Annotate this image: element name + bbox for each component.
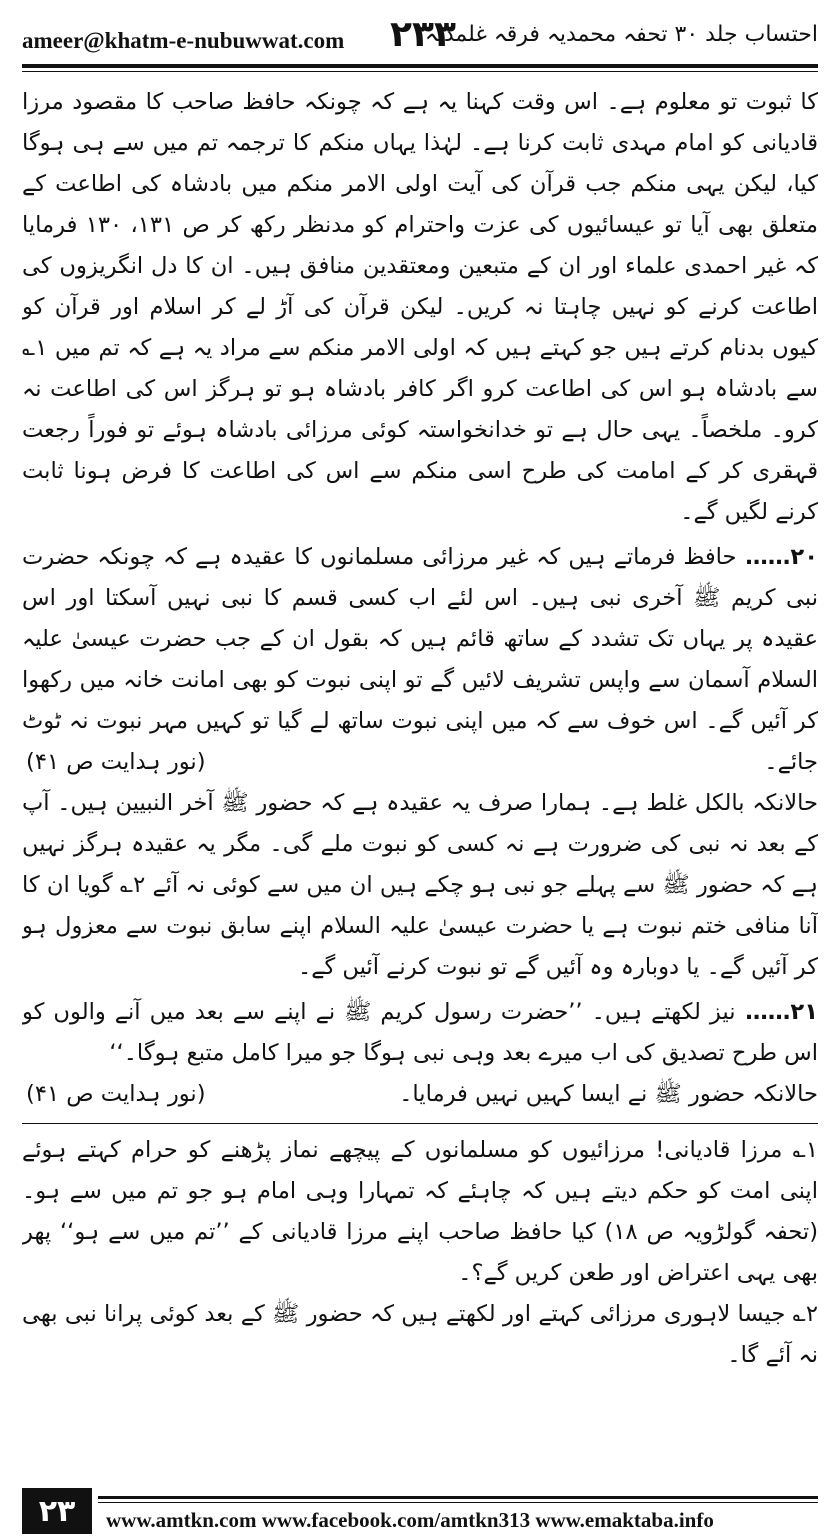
footer-rule-thick — [98, 1496, 818, 1499]
paragraph-20-text: حافظ فرماتے ہیں کہ غیر مرزائی مسلمانوں کا عقیدہ ہے کہ چونکہ حضرت نبی کریم ﷺ آخری نبی ہیں۔ اس لئے اب کسی قسم کا نبی نہیں آسکتا اور اس عقیدہ پر یہاں تک تشدد کے ساتھ قائم ہیں کہ بقول ان کے جب حضرت عیسیٰ علیہ السلام آسمان سے واپس تشریف لائیں گے تو اپنی نبوت کو بھی امانت خانہ میں رکھوا کر آئیں گے۔ اس خوف سے کہ میں اپنی نبوت ساتھ لے گیا تو کہیں مہر نبوت نہ ٹوٹ جائے۔ — [22, 544, 818, 775]
page-header — [22, 12, 818, 68]
item-number-20: ۲۰…… — [736, 544, 818, 570]
footer-website-links: www.amtkn.com www.facebook.com/amtkn313 www.emaktaba.info — [106, 1508, 714, 1532]
citation-2: (نور ہدایت ص ۴۱) — [26, 1081, 206, 1107]
footer-page-number: ۲۳ — [22, 1488, 92, 1534]
footnote-2: ۲؎ جیسا لاہوری مرزائی کہتے اور لکھتے ہیں کہ حضور ﷺ کے بعد کوئی پرانا نبی بھی نہ آئے گا۔ — [22, 1301, 818, 1368]
header-rule-thick — [22, 64, 818, 68]
header-page-number: ۲۳۳ — [390, 14, 456, 55]
citation-1: (نور ہدایت ص ۴۱) — [26, 749, 206, 775]
header-rule-thin — [22, 71, 818, 72]
footer-rule-thin — [98, 1502, 818, 1503]
paragraph-1: کا ثبوت تو معلوم ہے۔ اس وقت کہنا یہ ہے کہ چونکہ حافظ صاحب کا مقصود مرزا قادیانی کو امام مہدی ثابت کرنا ہے۔ لہٰذا یہاں منکم کا ترجمہ تم میں سے ہی ہوگا کیا، لیکن یہی منکم جب قرآن کی آیت اولی الامر منکم میں بادشاہ کی اطاعت کے متعلق بھی آیا تو عیسائیوں کی عزت واحترام کو مدنظر رکھ کر ص ۱۳۱، ۱۳۰ فرمایا کہ غیر احمدی علماء اور ان کے متبعین ومعتقدین منافق ہیں۔ ان کا دل انگریزوں کی اطاعت کرنے کو نہیں چاہتا نہ کریں۔ لیکن قرآن کی آڑ لے کر اسلام اور قرآن کو کیوں بدنام کرتے ہیں جو کہتے ہیں کہ اولی الامر منکم سے مراد یہ ہے کہ تم میں ۱؎ سے بادشاہ ہو اس کی اطاعت کرو اگر کافر بادشاہ ہو تو ہرگز اس کی اطاعت نہ کرو۔ ملخصاً۔ یہی حال ہے تو خدانخواستہ کوئی مرزائی بادشاہ ہوئے تو فوراً رجعت قہقری کر کے امامت کی طرح اسی منکم سے اس کی اطاعت کا فرض ہونا ثابت کرنے لگیں گے۔ — [22, 89, 818, 525]
header-email: ameer@khatm-e-nubuwwat.com — [22, 28, 345, 53]
page-body — [22, 82, 818, 1462]
item-number-21: ۲۱…… — [735, 999, 818, 1025]
paragraph-21-text: نیز لکھتے ہیں۔ ’’حضرت رسول کریم ﷺ نے اپنے سے بعد میں آنے والوں کو اس طرح تصدیق کی اب میرے بعد وہی نبی ہوگا جو میرا کامل متبع ہوگا۔‘‘ — [22, 999, 818, 1066]
paragraph-20 — [22, 537, 818, 783]
header-book-title: احتساب جلد ۳۰ تحفہ محمدیہ فرقہ غلمدیہ — [424, 22, 818, 47]
footnote-divider — [22, 1123, 818, 1124]
paragraph-3: حالانکہ بالکل غلط ہے۔ ہمارا صرف یہ عقیدہ ہے کہ حضور ﷺ آخر النبیین ہیں۔ آپ کے بعد نہ نبی کی ضرورت ہے نہ کسی کو نبوت ملے گی۔ مگر یہ عقیدہ ہرگز نہیں ہے کہ حضور ﷺ سے پہلے جو نبی ہو چکے ہیں ان میں سے کوئی نہ آئے ۲؎ گویا ان کا آنا منافی ختم نبوت ہے یا حضرت عیسیٰ علیہ السلام اپنے سابق نبوت سے معزول ہو کر آئیں گے۔ یا دوبارہ وہ آئیں گے تو نبوت کرنے آئیں گے۔ — [22, 790, 818, 980]
footnote-1: ۱؎ مرزا قادیانی! مرزائیوں کو مسلمانوں کے پیچھے نماز پڑھنے کو حرام کہتے ہوئے اپنی امت کو حکم دیتے ہیں کہ چاہئے کہ تمہارا وہی امام ہو جو تم میں سے ہو۔ (تحفہ گولڑویہ ص ۱۸) کیا حافظ صاحب اپنے مرزا قادیانی کے ’’تم میں سے ہو‘‘ پھر بھی یہی اعتراض اور طعن کریں گے؟۔ — [22, 1137, 818, 1286]
paragraph-5: حالانکہ حضور ﷺ نے ایسا کہیں نہیں فرمایا۔ — [399, 1081, 818, 1107]
page-footer — [0, 1478, 840, 1540]
